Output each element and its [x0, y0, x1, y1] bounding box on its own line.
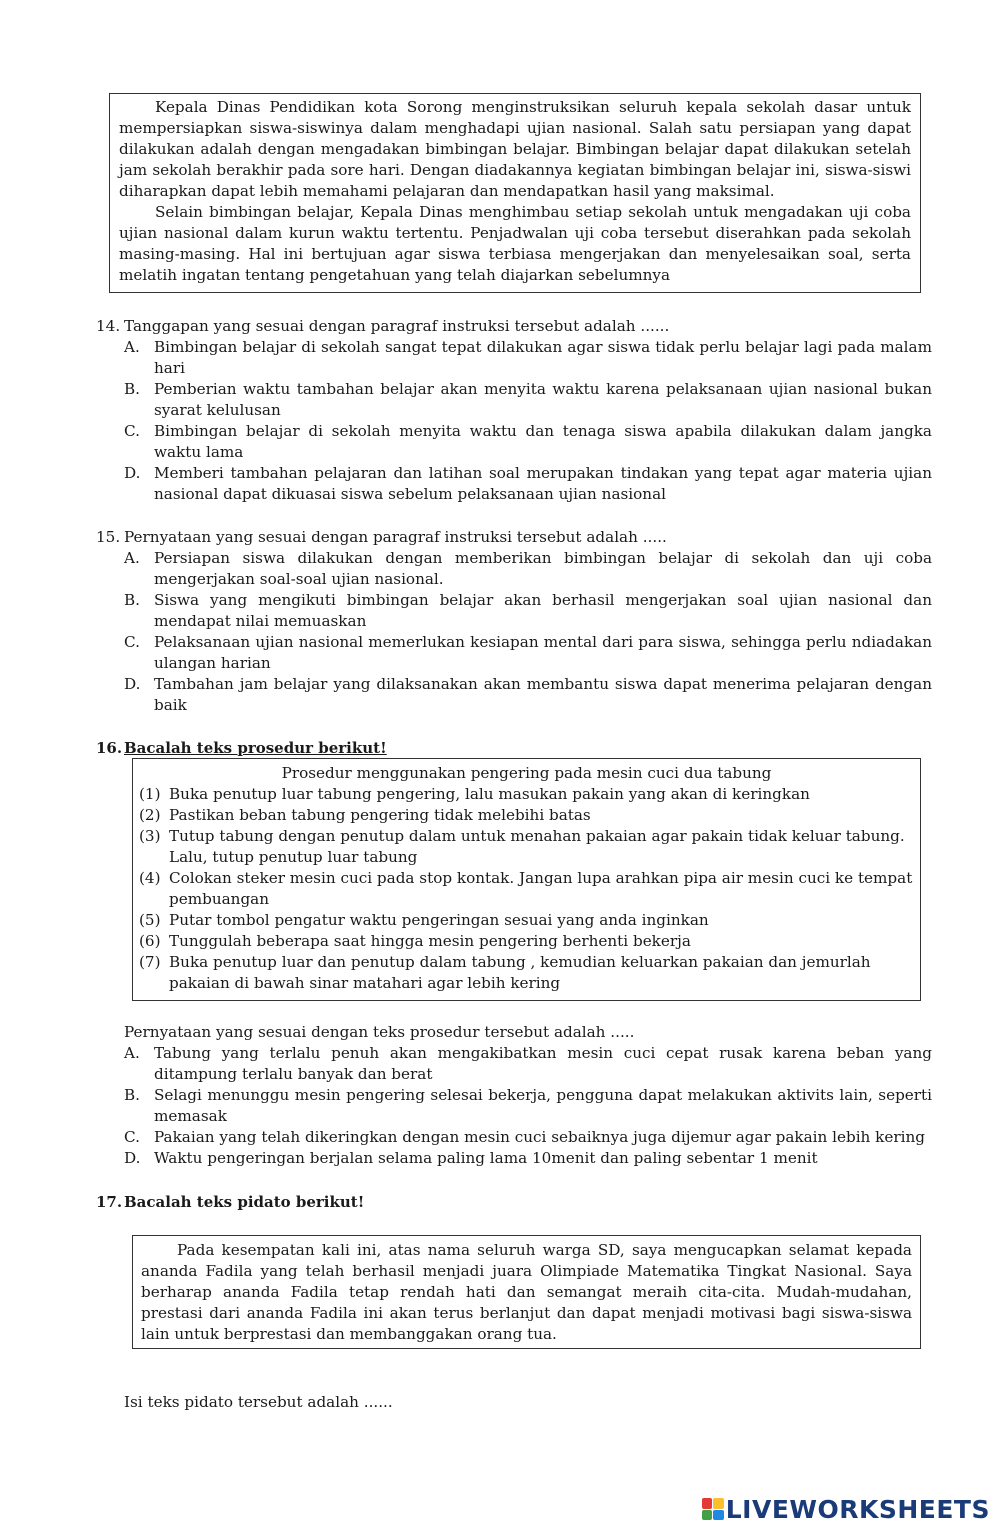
- option-c[interactable]: C. Pelaksanaan ujian nasional memerlukan kesiapan mental dari para siswa, sehingga perlu ndiadakan ulangan harian: [124, 633, 932, 672]
- option-d[interactable]: D. Waktu pengeringan berjalan selama paling lama 10menit dan paling sebentar 1 menit: [124, 1149, 818, 1167]
- question-text: Isi teks pidato tersebut adalah ......: [124, 1393, 393, 1411]
- option-d[interactable]: D. Tambahan jam belajar yang dilaksanakan akan membantu siswa dapat menerima pelajaran dengan baik: [124, 675, 932, 714]
- option-b[interactable]: B. Siswa yang mengikuti bimbingan belajar akan berhasil mengerjakan soal ujian nasional dan mendapat nilai memuaskan: [124, 591, 932, 630]
- question-text: Pernyataan yang sesuai dengan paragraf instruksi tersebut adalah .....: [124, 528, 667, 546]
- option-b[interactable]: B. Pemberian waktu tambahan belajar akan menyita waktu karena pelaksanaan ujian nasional bukan syarat kelulusan: [124, 380, 932, 419]
- logo-text: LIVEWORKSHEETS: [725, 1494, 990, 1524]
- passage-paragraph-1: Kepala Dinas Pendidikan kota Sorong menginstruksikan seluruh kepala sekolah dasar untuk mempersiapkan siswa-siswinya dalam menghadapi ujian nasional. Salah satu persiapan yang dapat dilakukan adalah dengan mengadakan bimbingan belajar. Bimbingan belajar dapat dilakukan setelah jam sekolah berakhir pada sore hari. Dengan diadakannya kegiatan bimbingan belajar ini, siswa-siswi diharapkan dapat lebih memahami pelajaran dan mendapatkan hasil yang maksimal.: [119, 98, 911, 200]
- logo-square: [702, 1510, 713, 1521]
- option-d[interactable]: D. Memberi tambahan pelajaran dan latihan soal merupakan tindakan yang tepat agar materia ujian nasional dapat dikuasai siswa sebelum pelaksanaan ujian nasional: [124, 464, 932, 503]
- question-number: 16.: [96, 739, 123, 757]
- option-a[interactable]: A. Tabung yang terlalu penuh akan mengakibatkan mesin cuci cepat rusak karena beban yang ditampung terlalu banyak dan berat: [124, 1044, 932, 1083]
- procedure-step: (5) Putar tombol pengatur waktu pengeringan sesuai yang anda inginkan: [139, 911, 709, 929]
- question-16: [96, 1022, 932, 1169]
- logo-square: [702, 1498, 713, 1509]
- question-15: [96, 527, 932, 716]
- question-text: Tanggapan yang sesuai dengan paragraf instruksi tersebut adalah ......: [124, 317, 670, 335]
- question-number: 14.: [96, 317, 121, 335]
- procedure-step: (2) Pastikan beban tabung pengering tidak melebihi batas: [139, 806, 591, 824]
- options-list: [96, 548, 932, 716]
- options-list: [96, 1043, 932, 1169]
- question-17: [96, 1392, 932, 1413]
- option-c[interactable]: C. Pakaian yang telah dikeringkan dengan mesin cuci sebaiknya juga dijemur agar pakain lebih kering: [124, 1128, 925, 1146]
- procedure-title: Prosedur menggunakan pengering pada mesin cuci dua tabung: [281, 764, 772, 782]
- question-number: 15.: [96, 528, 121, 546]
- liveworksheets-logo[interactable]: [702, 1496, 990, 1522]
- option-b[interactable]: B. Selagi menunggu mesin pengering selesai bekerja, pengguna dapat melakukan aktivits lain, seperti memasak: [124, 1086, 932, 1125]
- logo-square: [713, 1510, 724, 1521]
- passage-box: [109, 93, 921, 293]
- passage-paragraph-2: Selain bimbingan belajar, Kepala Dinas menghimbau setiap sekolah untuk mengadakan uji coba ujian nasional dalam kurun waktu tertentu. Penjadwalan uji coba tersebut diserahkan pada sekolah masing-masing. Hal ini bertujuan agar siswa terbiasa mengerjakan dan menyelesaikan soal, serta melatih ingatan tentang pengetahuan yang telah diajarkan sebelumnya: [119, 203, 911, 284]
- question-text: Pernyataan yang sesuai dengan teks prosedur tersebut adalah .....: [124, 1023, 635, 1041]
- procedure-steps: [139, 784, 914, 994]
- options-list: [96, 337, 932, 505]
- procedure-step: (1) Buka penutup luar tabung pengering, lalu masukan pakain yang akan di keringkan: [139, 785, 810, 803]
- procedure-step: (7) Buka penutup luar dan penutup dalam tabung , kemudian keluarkan pakaian dan jemurlah pakaian di bawah sinar matahari agar lebih kering: [139, 953, 871, 992]
- procedure-step: (4) Colokan steker mesin cuci pada stop kontak. Jangan lupa arahkan pipa air mesin cuci ke tempat pembuangan: [139, 869, 913, 908]
- logo-square: [713, 1498, 724, 1509]
- speech-box: [132, 1235, 921, 1349]
- question-17-heading: [96, 1192, 932, 1213]
- question-number: 17.: [96, 1193, 123, 1211]
- option-a[interactable]: A. Persiapan siswa dilakukan dengan memberikan bimbingan belajar di sekolah dan uji coba mengerjakan soal-soal ujian nasional.: [124, 549, 932, 588]
- speech-text: Pada kesempatan kali ini, atas nama seluruh warga SD, saya mengucapkan selamat kepada ananda Fadila yang telah berhasil menjadi juara Olimpiade Matematika Tingkat Nasional. Saya berharap ananda Fadila tetap rendah hati dan semangat meraih cita-cita. Mudah-mudahan, prestasi dari ananda Fadila ini akan terus berlanjut dan dapat menjadi motivasi bagi siswa-siswa lain untuk berprestasi dan membanggakan orang tua.: [141, 1241, 912, 1343]
- question-16-heading: [96, 738, 932, 759]
- question-heading-text: Bacalah teks pidato berikut!: [124, 1193, 365, 1211]
- logo-mark-icon: [702, 1498, 724, 1520]
- question-14: [96, 316, 932, 505]
- option-c[interactable]: C. Bimbingan belajar di sekolah menyita waktu dan tenaga siswa apabila dilakukan dalam jangka waktu lama: [124, 422, 932, 461]
- procedure-step: (6) Tunggulah beberapa saat hingga mesin pengering berhenti bekerja: [139, 932, 691, 950]
- procedure-box: [132, 758, 921, 1001]
- procedure-step: (3) Tutup tabung dengan penutup dalam untuk menahan pakaian agar pakain tidak keluar tabung. Lalu, tutup penutup luar tabung: [139, 827, 905, 866]
- option-a[interactable]: A. Bimbingan belajar di sekolah sangat tepat dilakukan agar siswa tidak perlu belajar lagi pada malam hari: [124, 338, 932, 377]
- question-heading-text: Bacalah teks prosedur berikut!: [124, 739, 387, 757]
